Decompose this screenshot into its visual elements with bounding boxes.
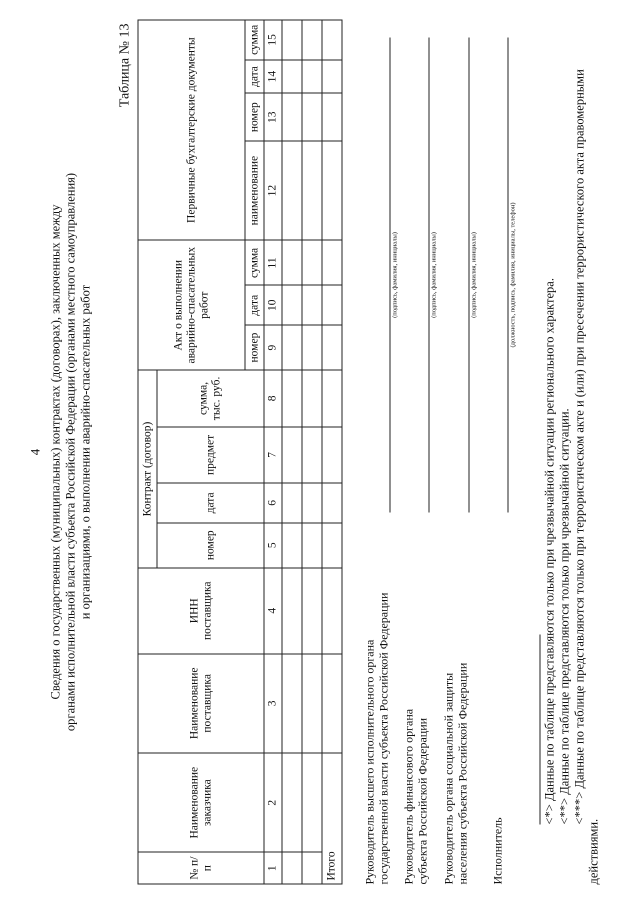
signature-label-line: Руководитель высшего исполнительного органа [362, 639, 376, 885]
title-line-2: органами исполнительной власти субъекта Российской Федерации (органами местного самоуправления) [63, 172, 77, 732]
page-number: 4 [27, 448, 42, 456]
table-cell [302, 60, 322, 94]
column-number: 12 [264, 141, 282, 240]
signature-line [468, 38, 469, 513]
header-docs-sum: сумма [245, 20, 264, 60]
table-cell [302, 483, 322, 523]
contracts-table [137, 20, 342, 885]
signature-hint: (подпись, фамилия, инициалы) [430, 232, 437, 318]
header-customer: Наименование заказчика [138, 753, 264, 852]
table-cell [282, 325, 302, 370]
table-cell [302, 20, 322, 60]
table-cell [322, 568, 342, 654]
title-line-1: Сведения о государственных (муниципальных) контрактах (договорах), заключенных между [48, 204, 62, 700]
signature-label-executor [490, 685, 504, 885]
footnote-3: <***> Данные по таблице представляются только при террористическом акте и (или) при пресечении террористического акта правомерными [572, 69, 586, 825]
document-sheet [20, 10, 620, 895]
column-number: 4 [264, 568, 282, 654]
signature-label-social [441, 545, 469, 885]
signature-label-line: населения субъекта Российской Федерации [455, 662, 469, 885]
table-cell [282, 483, 302, 523]
header-contract-subject: предмет [157, 427, 264, 483]
table-cell [282, 285, 302, 325]
table-cell [322, 654, 342, 753]
footnote-3-continuation: действиями. [586, 818, 600, 885]
header-contract-date: дата [157, 483, 264, 523]
header-inn: ИНН поставщика [138, 568, 264, 654]
table-cell [282, 141, 302, 240]
table-cell [302, 427, 322, 483]
total-label: Итого [322, 753, 342, 884]
column-number: 14 [264, 60, 282, 94]
table-cell [282, 240, 302, 285]
column-number: 13 [264, 94, 282, 141]
table-cell [282, 852, 302, 884]
table-cell [322, 240, 342, 285]
header-contract-sum: сумма, тыс. руб. [157, 370, 264, 427]
total-row [322, 20, 342, 884]
column-number-row [264, 20, 282, 884]
table-cell [282, 370, 302, 427]
table-cell [282, 60, 302, 94]
column-number: 8 [264, 370, 282, 427]
signature-line [389, 38, 390, 513]
header-docs-date: дата [245, 60, 264, 94]
table-cell [322, 370, 342, 427]
header-docs-number: номер [245, 94, 264, 141]
table-cell [282, 20, 302, 60]
table-cell [282, 427, 302, 483]
table-cell [322, 20, 342, 60]
table-cell [302, 141, 322, 240]
header-act-date: дата [245, 285, 264, 325]
signature-label-line: Руководитель органа социальной защиты [441, 672, 455, 885]
signature-label-line: государственной власти субъекта Российской Федерации [376, 592, 390, 885]
footnote-separator [539, 635, 540, 825]
table-label: Таблица № 13 [117, 23, 132, 108]
signature-label-finance [401, 565, 429, 885]
table-cell [322, 325, 342, 370]
signature-hint: (подпись, фамилия, инициалы) [470, 232, 477, 318]
column-number: 6 [264, 483, 282, 523]
header-act-sum: сумма [245, 240, 264, 285]
title-line-3: и организациями, о выполнении аварийно-спасательных работ [78, 284, 92, 620]
table-cell [322, 60, 342, 94]
table-cell [302, 240, 322, 285]
column-number: 2 [264, 753, 282, 852]
table-row [302, 20, 322, 884]
signature-line [507, 38, 508, 513]
signature-label-line: субъекта Российской Федерации [415, 717, 429, 885]
table-cell [302, 370, 322, 427]
table-cell [302, 285, 322, 325]
table-cell [322, 523, 342, 568]
column-number: 15 [264, 20, 282, 60]
table-row [282, 20, 302, 884]
header-num: № п/п [138, 852, 264, 884]
table-cell [322, 483, 342, 523]
table-cell [282, 94, 302, 141]
table-cell [302, 325, 322, 370]
table-cell [322, 141, 342, 240]
table-cell [302, 568, 322, 654]
signature-label-head-executive [362, 565, 390, 885]
header-docs: Первичные бухгалтерские документы [138, 20, 245, 240]
table-cell [302, 753, 322, 852]
header-contract: Контракт (договор) [138, 370, 157, 568]
document-title [48, 50, 93, 855]
column-number: 10 [264, 285, 282, 325]
footnote-1: <*> Данные по таблице представляются только при чрезвычайной ситуации регионального характера. [542, 278, 556, 825]
footnote-2: <**> Данные по таблице представляются только при чрезвычайной ситуации. [557, 408, 571, 825]
signature-label-line: Исполнитель [490, 817, 504, 885]
column-number: 11 [264, 240, 282, 285]
signature-hint: (должность, подпись, фамилия, инициалы, телефон) [509, 202, 516, 348]
header-contract-number: номер [157, 523, 264, 568]
signature-label-line: Руководитель финансового органа [401, 708, 415, 885]
signature-hint: (подпись, фамилия, инициалы) [391, 232, 398, 318]
table-cell [322, 285, 342, 325]
column-number: 1 [264, 852, 282, 884]
header-act: Акт о выполнении аварийно-спасательных работ [138, 240, 245, 370]
table-cell [302, 852, 322, 884]
table-cell [302, 523, 322, 568]
table-cell [282, 523, 302, 568]
column-number: 7 [264, 427, 282, 483]
table-cell [322, 427, 342, 483]
table-cell [322, 94, 342, 141]
header-supplier: Наименование поставщика [138, 654, 264, 753]
header-docs-name: наименование [245, 141, 264, 240]
column-number: 9 [264, 325, 282, 370]
table-cell [282, 654, 302, 753]
table-cell [302, 94, 322, 141]
table-cell [302, 654, 322, 753]
signature-line [428, 38, 429, 513]
header-act-number: номер [245, 325, 264, 370]
column-number: 5 [264, 523, 282, 568]
table-cell [282, 568, 302, 654]
column-number: 3 [264, 654, 282, 753]
table-cell [282, 753, 302, 852]
